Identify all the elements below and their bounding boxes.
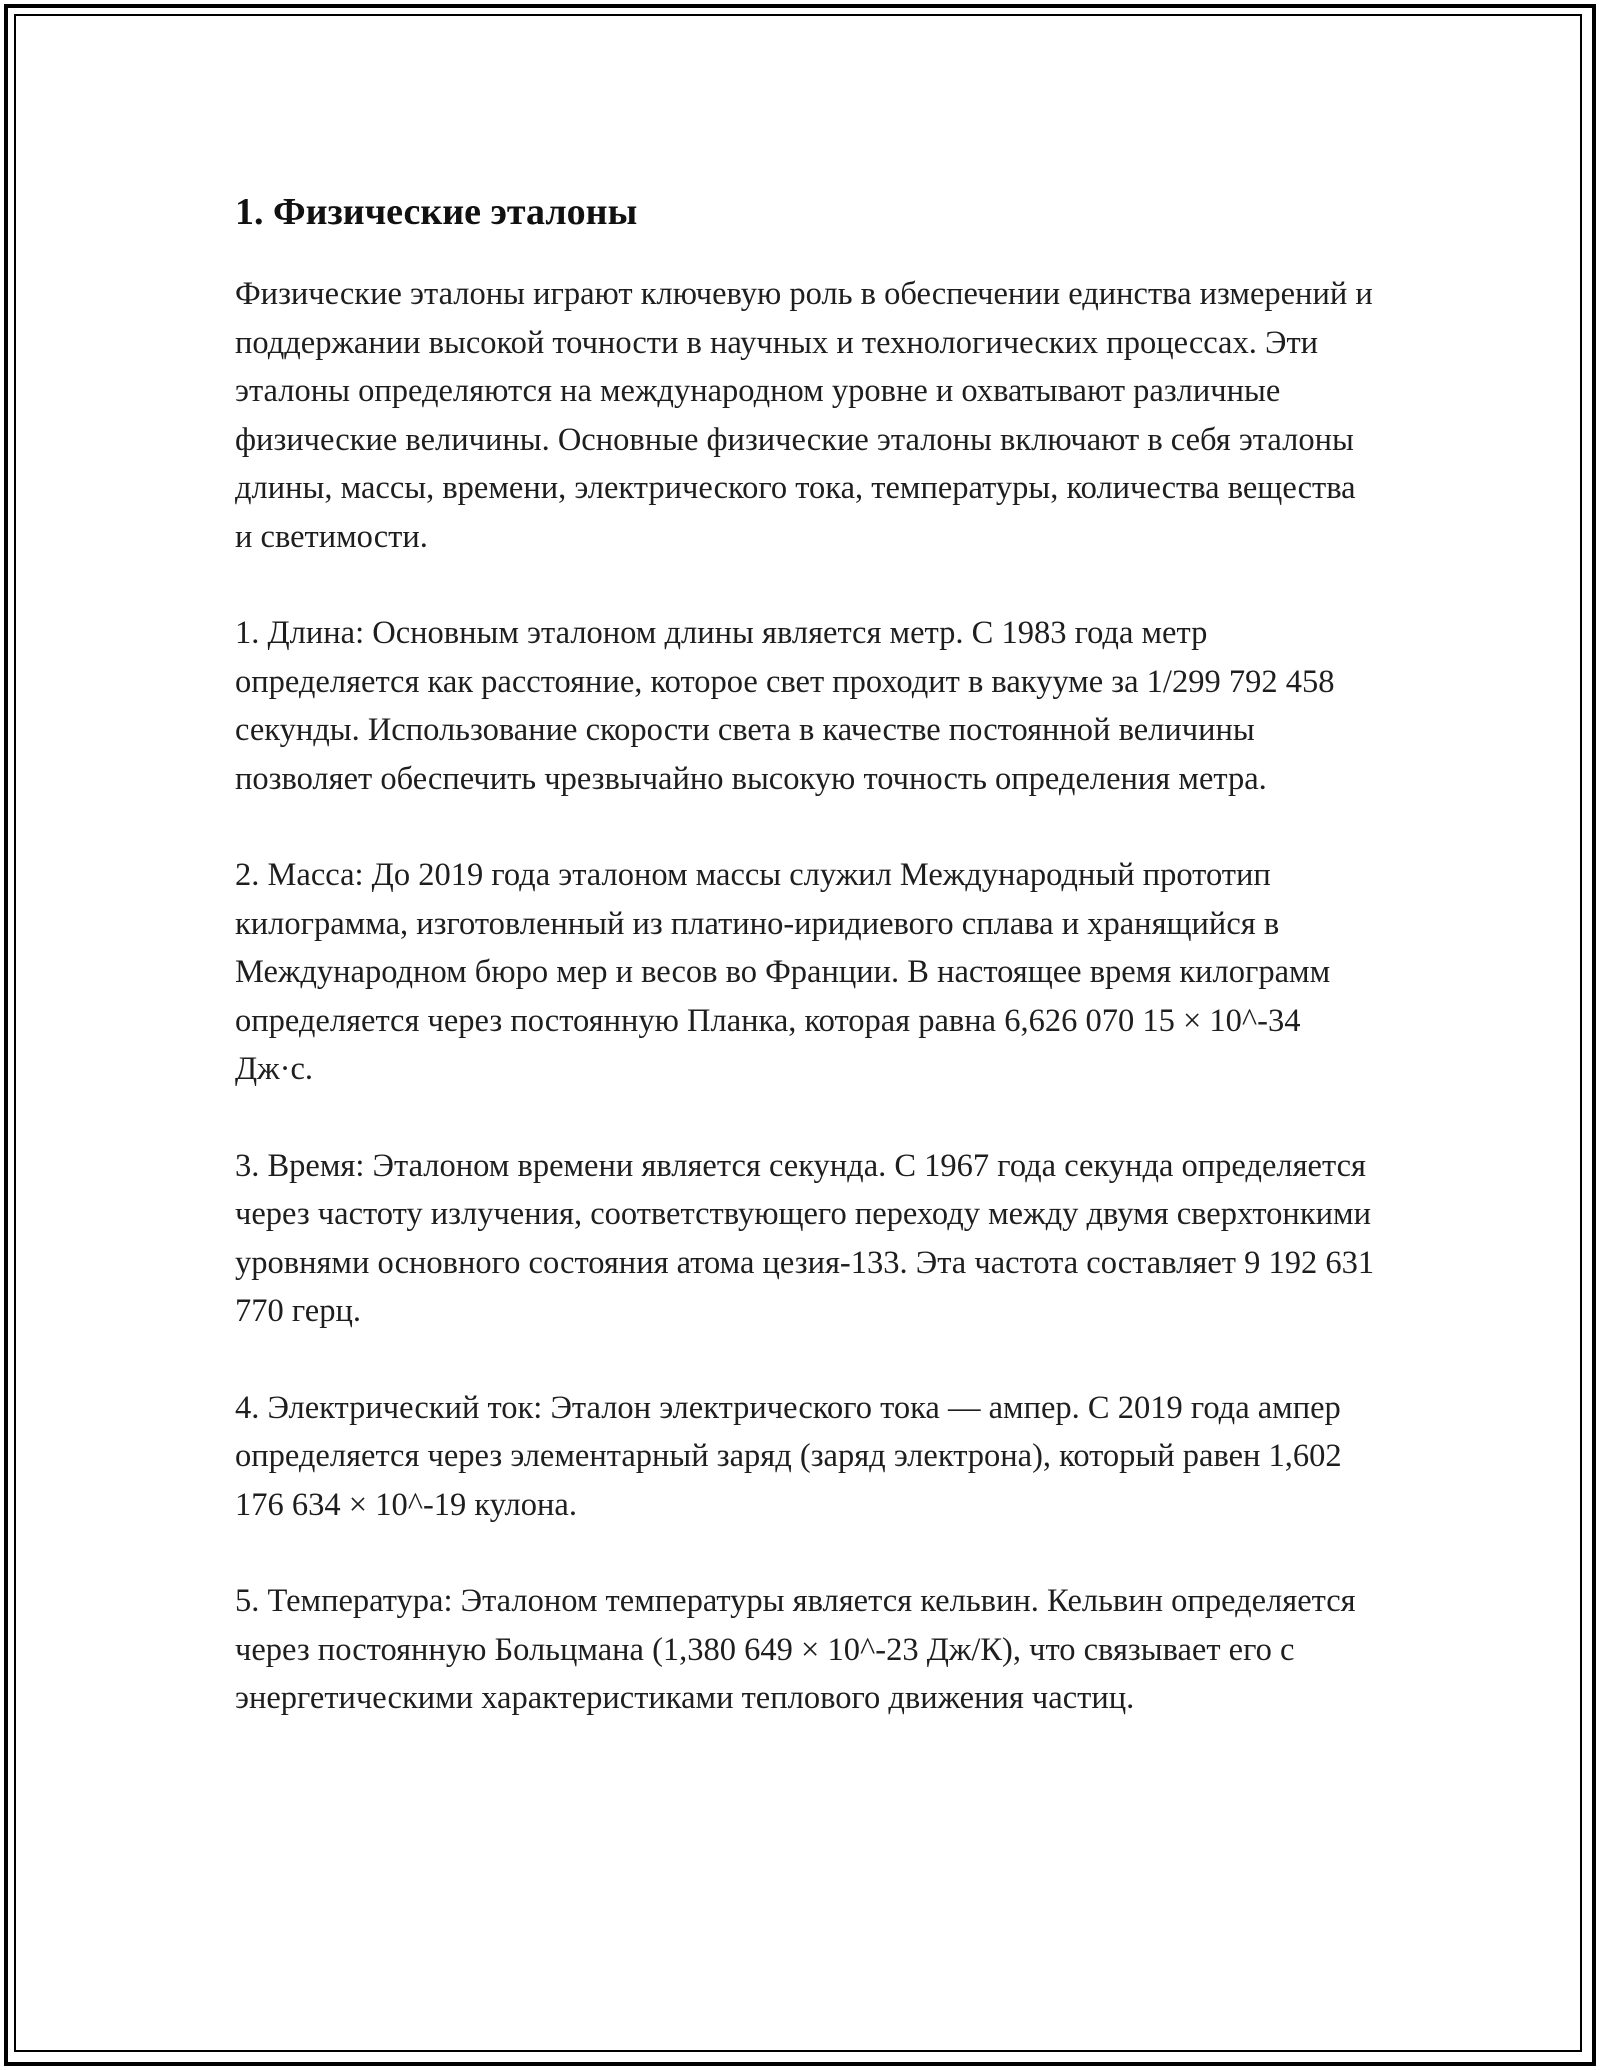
paragraph-length: 1. Длина: Основным эталоном длины является метр. С 1983 года метр определяется как расстояние, которое свет проходит в вакууме за 1/299 792 458 секунды. Использование скорости света в качестве постоянной величины позволяет обеспечить чрезвычайно высокую точность определения метра. bbox=[235, 615, 1335, 797]
paragraph-time: 3. Время: Эталоном времени является секунда. С 1967 года секунда определяется через частоту излучения, соответствующего переходу между двумя сверхтонкими уровнями основного состояния атома цезия-133. Эта частота составляет 9 192 631 770 герц. bbox=[235, 1147, 1375, 1329]
paragraph-electric-current: 4. Электрический ток: Эталон электрического тока — ампер. С 2019 года ампер определяется через элементарный заряд (заряд электрона), который равен 1,602 176 634 × 10^-19 кулона. bbox=[235, 1389, 1342, 1523]
intro-paragraph: Физические эталоны играют ключевую роль в обеспечении единства измерений и поддержании высокой точности в научных и технологических процессах. Эти эталоны определяются на международном уровне и охватывают различные физические величины. Основные физические эталоны включают в себя эталоны длины, массы, времени, электрического тока, температуры, количества вещества и светимости. bbox=[235, 276, 1373, 555]
document-body bbox=[235, 188, 1375, 1771]
paragraph-mass: 2. Масса: До 2019 года эталоном массы служил Международный прототип килограмма, изготовленный из платино-иридиевого сплава и хранящийся в Международном бюро мер и весов во Франции. В настоящее время килограмм определяется через постоянную Планка, которая равна 6,626 070 15 × 10^-34 Дж·с. bbox=[235, 857, 1331, 1087]
paragraph-temperature: 5. Температура: Эталоном температуры является кельвин. Кельвин определяется через постоянную Больцмана (1,380 649 × 10^-23 Дж/К), что связывает его с энергетическими характеристиками теплового движения частиц. bbox=[235, 1583, 1356, 1716]
section-heading: 1. Физические эталоны bbox=[235, 191, 638, 233]
